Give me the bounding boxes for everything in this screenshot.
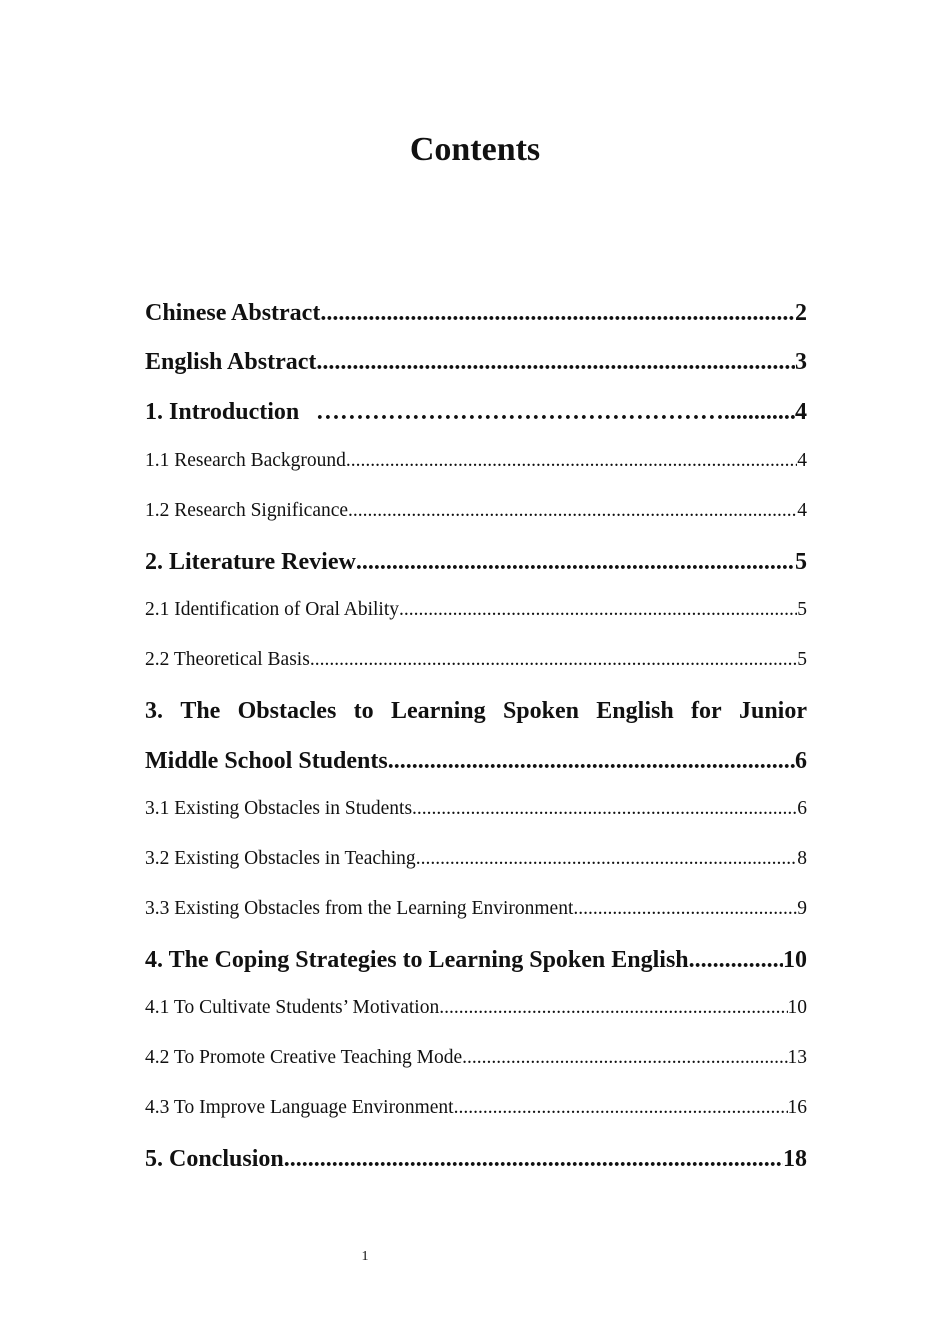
toc-entry-introduction[interactable] xyxy=(145,395,807,429)
toc-entry-page: 9 xyxy=(797,898,807,919)
toc-entry-motivation[interactable] xyxy=(145,994,807,1022)
toc-leader xyxy=(412,795,797,823)
toc-entry-label: 1.1 Research Background xyxy=(145,450,346,471)
toc-leader xyxy=(439,994,787,1022)
toc-entry-literature-review[interactable] xyxy=(145,545,807,579)
toc-entry-page: 5 xyxy=(797,649,807,670)
toc-leader xyxy=(310,646,797,674)
toc-entry-label: 3.2 Existing Obstacles in Teaching xyxy=(145,848,416,869)
toc-entry-english-abstract[interactable] xyxy=(145,345,807,379)
toc-entry-page: 16 xyxy=(787,1097,807,1118)
toc-entry-page: 2 xyxy=(795,300,807,326)
toc-leader xyxy=(356,545,795,579)
toc-entry-page: 4 xyxy=(797,450,807,471)
toc-word: to xyxy=(353,698,374,724)
toc-entry-label: 2.1 Identification of Oral Ability xyxy=(145,599,399,620)
toc-entry-research-significance[interactable] xyxy=(145,497,807,525)
toc-entry-page: 6 xyxy=(797,798,807,819)
toc-leader xyxy=(399,596,797,624)
toc-entry-obstacles-teaching[interactable] xyxy=(145,845,807,873)
toc-word: 3. xyxy=(145,698,163,724)
toc-leader xyxy=(284,1142,783,1176)
toc-entry-page: 5 xyxy=(795,549,807,575)
toc-word: Junior xyxy=(738,698,807,724)
toc-entry-chinese-abstract[interactable] xyxy=(145,296,807,330)
toc-entry-obstacles-line1[interactable] xyxy=(145,694,807,728)
toc-leader xyxy=(462,1044,787,1072)
toc-entry-obstacles-line2[interactable] xyxy=(145,744,807,778)
toc-entry-page: 3 xyxy=(795,349,807,375)
page-number: 1 xyxy=(361,1249,369,1264)
toc-entry-obstacles-environment[interactable] xyxy=(145,895,807,923)
toc-entry-label: 2. Literature Review xyxy=(145,549,356,575)
toc-leader xyxy=(320,296,795,330)
toc-leader xyxy=(689,943,783,977)
toc-entry-page: 4 xyxy=(795,399,807,425)
toc-entry-label: 4.1 To Cultivate Students’ Motivation xyxy=(145,997,440,1018)
toc-entry-page: 18 xyxy=(783,1146,807,1172)
toc-word: for xyxy=(691,698,722,724)
toc-word: Obstacles xyxy=(237,698,337,724)
toc-entry-page: 8 xyxy=(797,848,807,869)
toc-entry-label: Middle School Students xyxy=(145,748,388,774)
toc-entry-page: 13 xyxy=(787,1047,807,1068)
toc-word: Learning xyxy=(390,698,486,724)
toc-leader xyxy=(316,345,795,379)
toc-word: English xyxy=(596,698,674,724)
toc-entry-language-environment[interactable] xyxy=(145,1094,807,1122)
toc-entry-label: 2.2 Theoretical Basis xyxy=(145,649,310,670)
toc-entry-page: 10 xyxy=(783,947,807,973)
toc-leader xyxy=(316,395,795,429)
toc-leader xyxy=(346,447,797,475)
toc-entry-page: 10 xyxy=(787,997,807,1018)
toc-entry-label: 4.3 To Improve Language Environment xyxy=(145,1097,454,1118)
toc-entry-page: 5 xyxy=(797,599,807,620)
toc-entry-research-background[interactable] xyxy=(145,447,807,475)
toc-leader xyxy=(348,497,797,525)
toc-entry-label: 1.2 Research Significance xyxy=(145,500,349,521)
toc-entry-obstacles-students[interactable] xyxy=(145,795,807,823)
toc-entry-teaching-mode[interactable] xyxy=(145,1044,807,1072)
toc-entry-conclusion[interactable] xyxy=(145,1142,807,1176)
toc-entry-label: Chinese Abstract xyxy=(145,300,321,326)
toc-entry-coping-strategies[interactable] xyxy=(145,943,807,977)
toc-entry-oral-ability[interactable] xyxy=(145,596,807,624)
toc-word: Spoken xyxy=(502,698,579,724)
toc-entry-label: 3.3 Existing Obstacles from the Learning Environment xyxy=(145,898,574,919)
page-title: Contents xyxy=(409,131,541,168)
toc-entry-label: 5. Conclusion xyxy=(145,1146,284,1172)
toc-entry-page: 6 xyxy=(795,748,807,774)
toc-leader xyxy=(573,895,797,923)
toc-leader xyxy=(388,744,795,778)
toc-entry-label: 3.1 Existing Obstacles in Students xyxy=(145,798,413,819)
toc-entry-label: 4. The Coping Strategies to Learning Spoken English xyxy=(145,947,689,973)
toc-leader xyxy=(416,845,798,873)
toc-entry-label: English Abstract xyxy=(145,349,317,375)
toc-entry-label: 1. Introduction xyxy=(145,399,300,425)
toc-entry-theoretical-basis[interactable] xyxy=(145,646,807,674)
toc-word: The xyxy=(180,698,221,724)
toc-entry-label: 4.2 To Promote Creative Teaching Mode xyxy=(145,1047,463,1068)
toc-entry-page: 4 xyxy=(797,500,807,521)
toc-leader xyxy=(454,1094,788,1122)
